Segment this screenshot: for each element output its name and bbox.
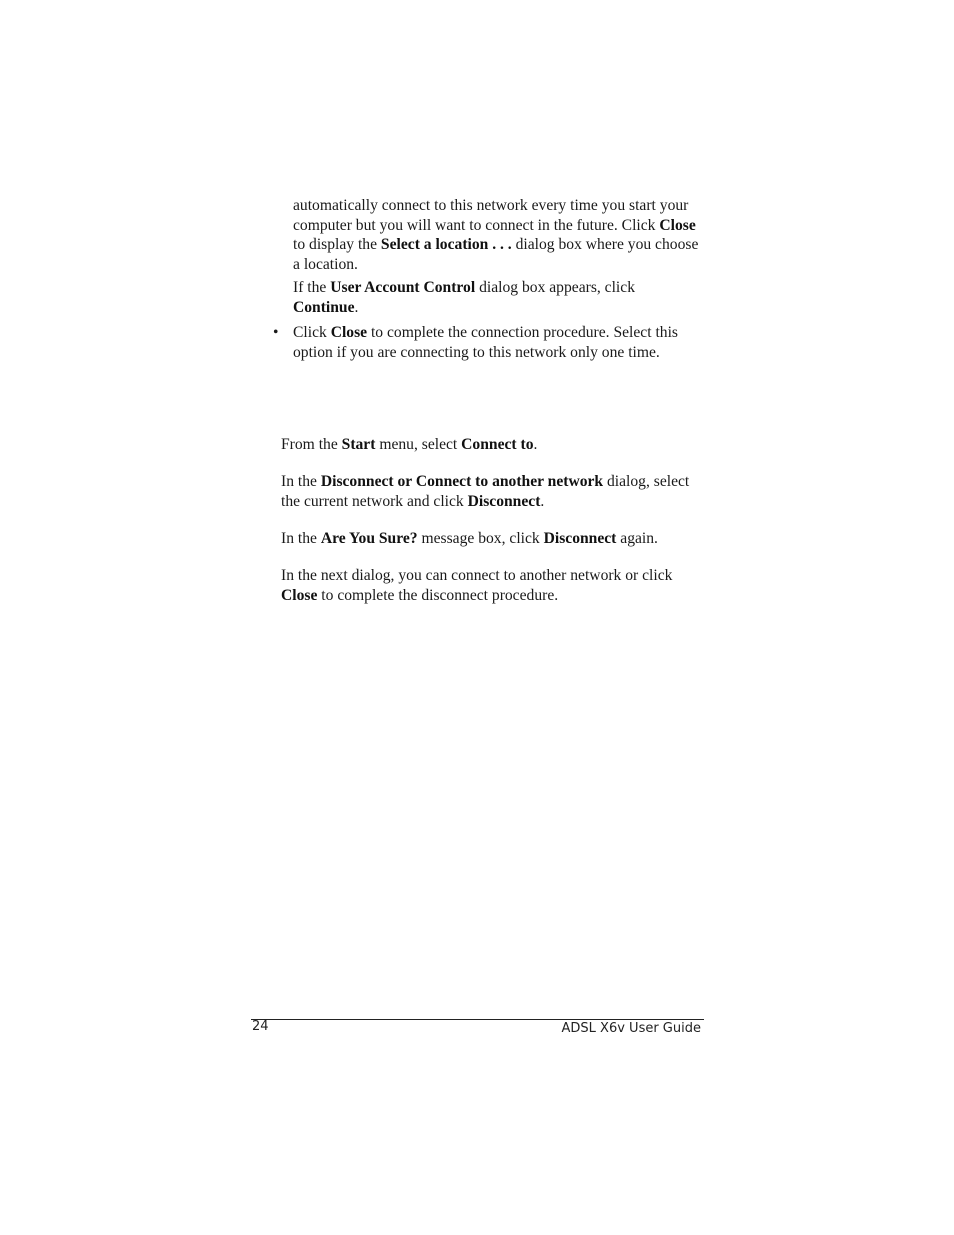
guide-title: ADSL X6v User Guide — [561, 1021, 701, 1036]
step-paragraph: In the Are You Sure? message box, click Disconnect again. — [281, 530, 658, 547]
close-term: Close — [330, 324, 368, 341]
uac-term: User Account Control — [330, 279, 476, 296]
disconnect-term: Disconnect — [543, 530, 617, 547]
step-paragraph: In the next dialog, you can connect to another network or click Close to complete the disconnect procedure. — [281, 567, 673, 604]
bullet-icon: • — [273, 324, 279, 341]
start-term: Start — [341, 436, 376, 453]
close-option-item: Click Close to complete the connection procedure. Select this option if you are connecting to this network only one time. — [293, 324, 678, 361]
continuation-paragraph: automatically connect to this network every time you start your computer but you will want to connect in the future. Click Close to display the Select a location . . . dialog box where you choose a location. — [293, 197, 699, 273]
disconnect-term: Disconnect — [467, 492, 541, 510]
step-paragraph: From the Start menu, select Connect to. — [281, 436, 538, 453]
continue-term: Continue — [293, 298, 355, 316]
uac-paragraph: If the User Account Control dialog box appears, click Continue. — [293, 279, 635, 316]
dialog-name-term: Disconnect or Connect to another network — [320, 473, 604, 490]
close-term: Close — [281, 586, 318, 604]
step-paragraph: In the Disconnect or Connect to another network dialog, select the current network and click Disconnect. — [281, 473, 690, 510]
page-number: 24 — [252, 1019, 269, 1034]
message-box-term: Are You Sure? — [320, 530, 418, 547]
close-term: Close — [659, 216, 696, 234]
connect-to-term: Connect to — [461, 436, 534, 453]
select-location-term: Select a location . . . — [380, 236, 512, 253]
footer-divider — [251, 1019, 704, 1020]
